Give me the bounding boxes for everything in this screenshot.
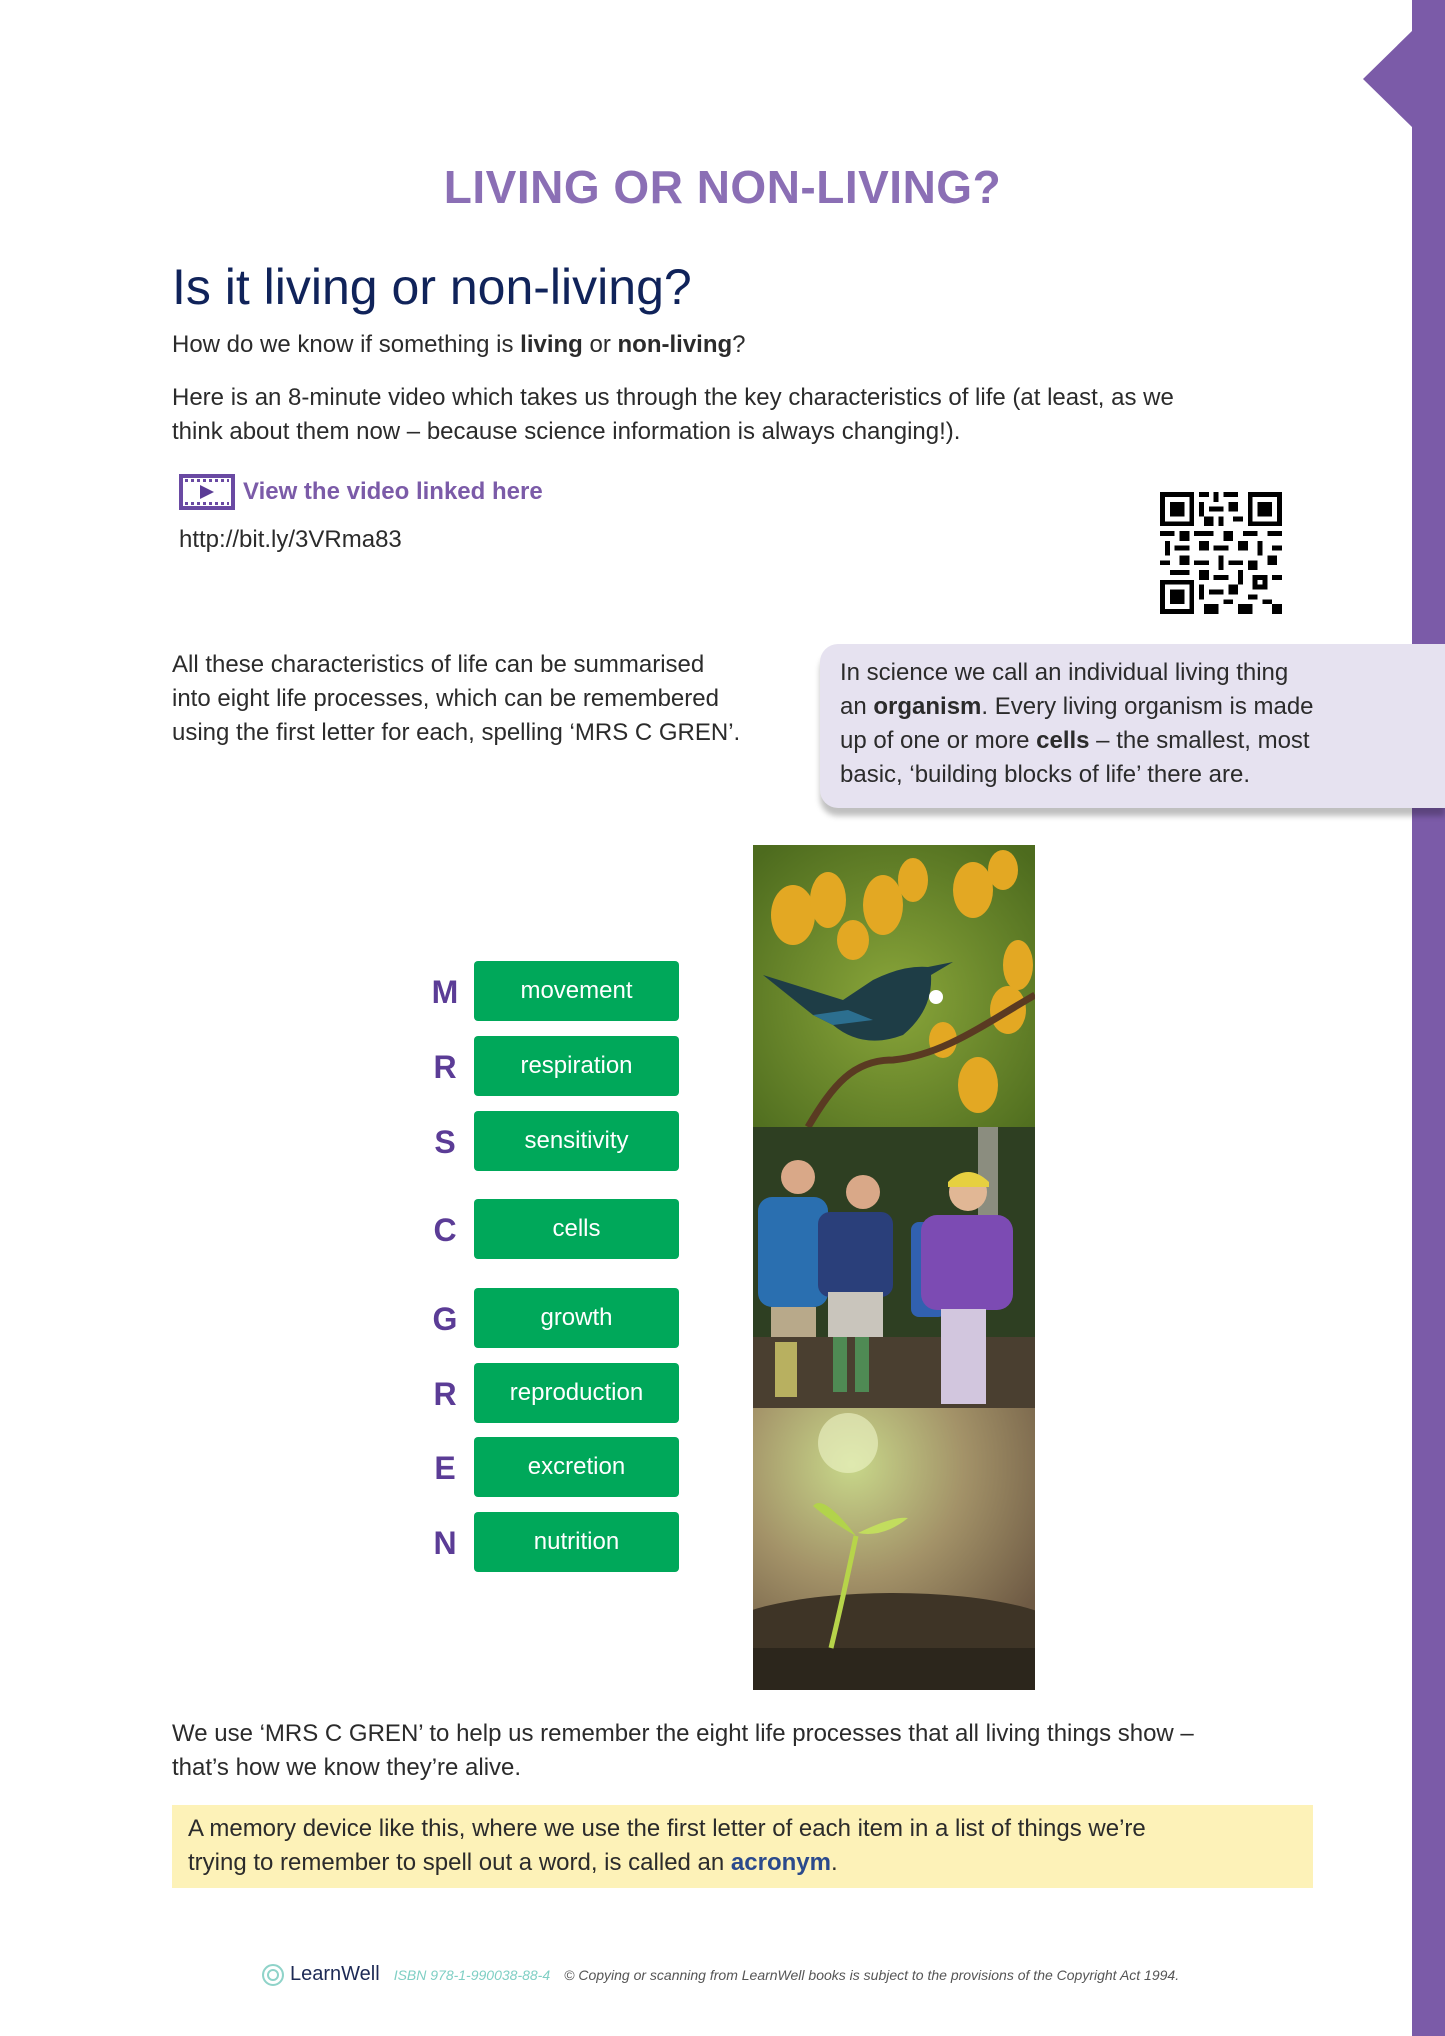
page-footer	[262, 1963, 1179, 1986]
acronym-letter: M	[431, 974, 459, 1010]
section-title: LIVING OR NON-LIVING?	[443, 161, 1002, 213]
process-box-growth: growth	[474, 1288, 679, 1348]
process-box-sensitivity: sensitivity	[474, 1111, 679, 1171]
video-link-label[interactable]: View the video linked here	[243, 478, 543, 505]
acronym-letter: C	[433, 1212, 457, 1248]
acronym-letter: E	[434, 1450, 456, 1486]
process-box-excretion: excretion	[474, 1437, 679, 1497]
learnwell-swirl-icon	[262, 1964, 284, 1986]
acronym-letter: S	[434, 1124, 456, 1160]
acronym-definition-box: A memory device like this, where we use the first letter of each item in a list of things we’re trying to remember to spell out a word, is called an acronym.	[172, 1805, 1313, 1888]
summary-paragraph: All these characteristics of life can be summarised into eight life processes, which can be remembered using the first letter for each, spelling ‘MRS C GREN’.	[172, 651, 741, 746]
process-box-nutrition: nutrition	[474, 1512, 679, 1572]
tui-bird-on-kowhai-photo	[753, 845, 1035, 1127]
acronym-letter: R	[433, 1049, 457, 1085]
intro-paragraph: Here is an 8-minute video which takes us through the key characteristics of life (at least, as we think about them now – because science information is always changing!).	[172, 384, 1174, 445]
process-box-respiration: respiration	[474, 1036, 679, 1096]
video-play-icon	[179, 474, 235, 510]
organism-info-box: In science we call an individual living thing an organism. Every living organism is made up of one or more cells – the smallest, most basic, ‘building blocks of life’ there are.	[820, 644, 1445, 808]
family-hiking-photo	[753, 1127, 1035, 1409]
acronym-letter: R	[433, 1376, 457, 1412]
brand-name: LearnWell	[290, 1963, 380, 1985]
process-box-reproduction: reproduction	[474, 1363, 679, 1423]
process-box-movement: movement	[474, 961, 679, 1021]
process-box-cells: cells	[474, 1199, 679, 1259]
copyright-notice: © Copying or scanning from LearnWell books is subject to the provisions of the Copyright Act 1994.	[564, 1966, 1180, 1983]
video-url[interactable]: http://bit.ly/3VRma83	[179, 526, 402, 553]
video-link[interactable]	[179, 474, 543, 510]
conclusion-paragraph: We use ‘MRS C GREN’ to help us remember the eight life processes that all living things show – that’s how we know they’re alive.	[172, 1720, 1194, 1781]
seedling-sprout-photo	[753, 1408, 1035, 1690]
side-accent-bar	[1412, 0, 1445, 2036]
learnwell-logo	[262, 1963, 380, 1986]
acronym-letter: G	[432, 1301, 458, 1337]
side-tab-arrow	[1363, 30, 1413, 128]
isbn: ISBN 978-1-990038-88-4	[393, 1966, 551, 1983]
qr-code-icon	[1160, 492, 1282, 614]
page-title: Is it living or non-living?	[172, 259, 692, 315]
acronym-letter: N	[433, 1525, 457, 1561]
intro-question: How do we know if something is living or non-living?	[172, 331, 746, 358]
